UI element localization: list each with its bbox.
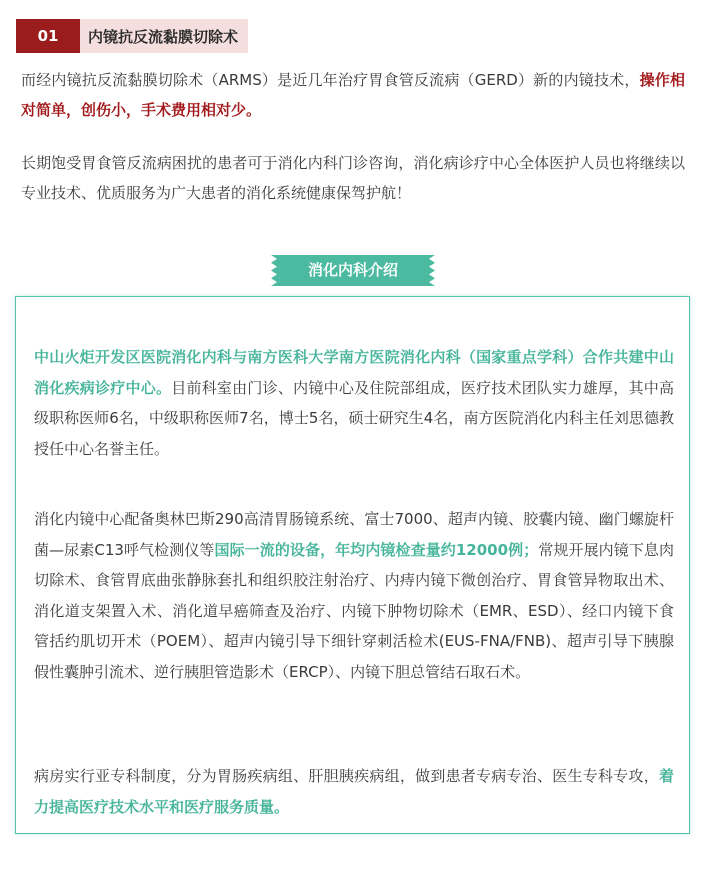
section-header — [16, 19, 248, 53]
intro-endoscopy-text-b: 常规开展内镜下息肉切除术、食管胃底曲张静脉套扎和组织胶注射治疗、内痔内镜下微创治疗、胃食管异物取出术、消化道支架置入术、消化道早癌筛查及治疗、内镜下肿物切除术（EMR、ESD）、经口内镜下食管括约肌切开术（POEM）、超声内镜引导下细针穿刺活检术(EUS-FNA/FNB)、超声引导下胰腺假性囊肿引流术、逆行胰胆管造影术（ERCP）、内镜下胆总管结石取石术。 — [34, 540, 675, 681]
intro-paragraph-endoscopy — [34, 504, 674, 687]
intro-ward-highlight: 着力提高医疗技术水平和医疗服务质量。 — [34, 767, 674, 816]
intro-center-text: 目前科室由门诊、内镜中心及住院部组成，医疗技术团队实力雄厚，其中高级职称医师6名，中级职称医师7名，博士5名，硕士研究生4名，南方医院消化内科主任刘思德教授任中心名誉主任。 — [34, 378, 674, 458]
banner-label: 消化内科介绍 — [307, 261, 398, 279]
intro-ward-text: 病房实行亚专科制度，分为胃肠疾病组、肝胆胰疾病组，做到患者专病专治、医生专科专攻， — [34, 767, 659, 785]
intro-paragraph-center — [34, 342, 674, 464]
intro-endoscopy-text-a: 消化内镜中心配备奥林巴斯290高清胃肠镜系统、富士7000、超声内镜、胶囊内镜、幽门螺旋杆菌—尿素C13呼气检测仪等 — [34, 510, 674, 559]
intro-paragraph-ward — [34, 761, 674, 822]
intro-endoscopy-highlight: 国际一流的设备，年均内镜检查量约12000例； — [214, 540, 539, 559]
section-title: 内镜抗反流黏膜切除术 — [80, 19, 248, 53]
arms-text: 而经内镜抗反流黏膜切除术（ARMS）是近几年治疗胃食管反流病（GERD）新的内镜技术， — [21, 71, 640, 89]
section-number: 01 — [16, 19, 80, 53]
intro-center-highlight: 中山火炬开发区医院消化内科与南方医科大学南方医院消化内科（国家重点学科）合作共建中山消化疾病诊疗中心。 — [34, 348, 674, 397]
consult-text: 长期饱受胃食管反流病困扰的患者可于消化内科门诊咨询，消化病诊疗中心全体医护人员也将继续以专业技术、优质服务为广大患者的消化系统健康保驾护航！ — [21, 154, 685, 202]
consult-paragraph — [21, 148, 685, 208]
arms-paragraph — [21, 65, 685, 125]
department-intro-box — [15, 296, 690, 834]
department-banner — [271, 255, 435, 286]
arms-highlight: 操作相对简单，创伤小，手术费用相对少。 — [21, 71, 685, 119]
